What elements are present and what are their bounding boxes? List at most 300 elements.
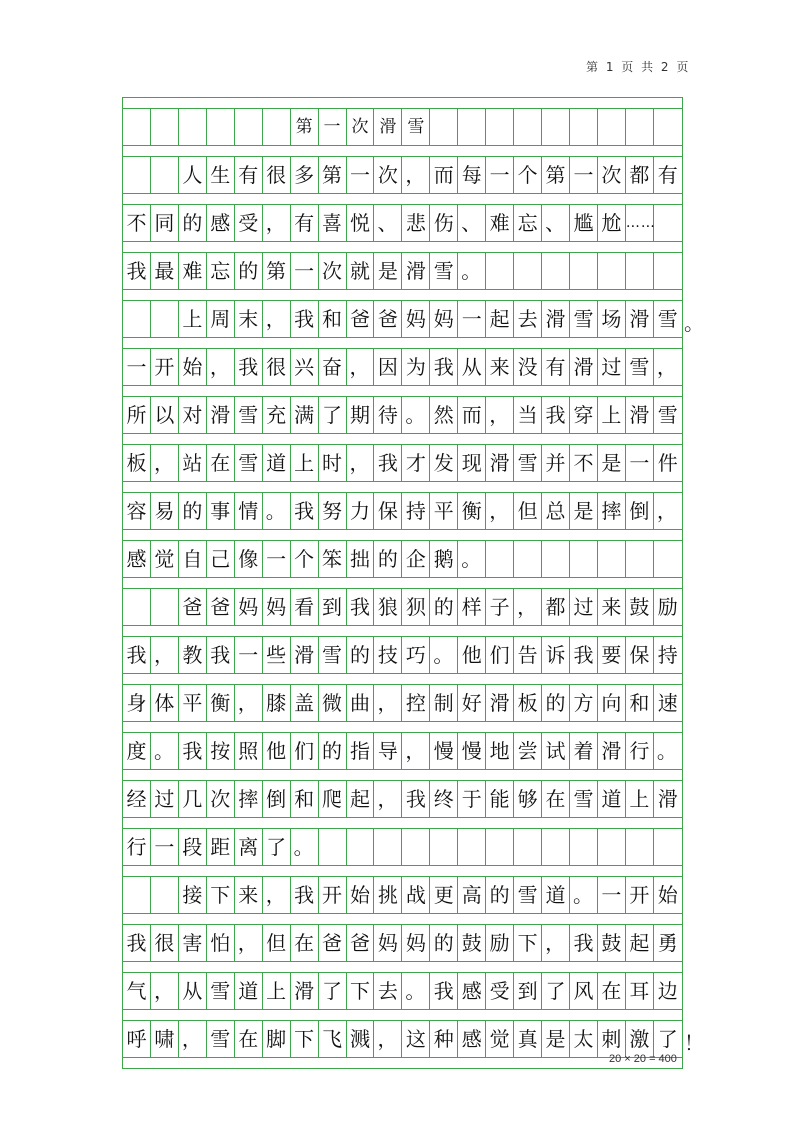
grid-cell: [319, 829, 347, 865]
grid-char: ，: [179, 1021, 207, 1057]
grid-char: 爸: [319, 925, 347, 961]
grid-char: 太: [570, 1021, 598, 1057]
grid-char: 。: [458, 253, 486, 289]
grid-char: 够: [514, 781, 542, 817]
grid-char: 诉: [542, 637, 570, 673]
grid-char: 指: [347, 733, 375, 769]
grid-char: 了: [542, 973, 570, 1009]
grid-gap: [123, 1057, 682, 1069]
grid-cell: [123, 157, 151, 193]
grid-char: 更: [430, 877, 458, 913]
grid-char: 我: [402, 781, 430, 817]
grid-char: 一: [626, 445, 654, 481]
grid-char: 一: [319, 109, 347, 145]
grid-char: 的: [235, 253, 263, 289]
grid-char: 制: [430, 685, 458, 721]
grid-char: 充: [263, 397, 291, 433]
grid-char: 。: [430, 637, 458, 673]
grid-cell: [458, 109, 486, 145]
grid-cell: [123, 109, 151, 145]
grid-cell: [430, 109, 458, 145]
grid-char: 我: [374, 445, 402, 481]
grid-gap: [123, 673, 682, 685]
grid-char: 、: [374, 205, 402, 241]
grid-cell: [123, 589, 151, 625]
grid-char: 告: [514, 637, 542, 673]
grid-char: 因: [374, 349, 402, 385]
grid-char: 道: [263, 445, 291, 481]
grid-char: 战: [402, 877, 430, 913]
grid-gap: [123, 529, 682, 541]
essay-title-row: [123, 109, 682, 145]
grid-char: 滑: [626, 301, 654, 337]
grid-gap: [123, 145, 682, 157]
grid-char: 。: [402, 973, 430, 1009]
grid-char: 滑: [374, 109, 402, 145]
grid-char: 速: [657, 691, 678, 715]
grid-gap: [123, 913, 682, 925]
grid-char: 励: [657, 595, 678, 619]
grid-char: 鼓: [626, 589, 654, 625]
grid-char: 一: [347, 157, 375, 193]
grid-char: 。: [263, 493, 291, 529]
grid-char: 微: [319, 685, 347, 721]
grid-char: 滑: [598, 733, 626, 769]
grid-char: 雪: [657, 307, 678, 331]
grid-char: 上: [598, 397, 626, 433]
grid-gap: [123, 433, 682, 445]
grid-char: 从: [179, 973, 207, 1009]
grid-char: 有: [657, 163, 678, 187]
grid-char: 每: [458, 157, 486, 193]
grid-char: 一: [263, 541, 291, 577]
grid-char: 多: [291, 157, 319, 193]
grid-char: 个: [514, 157, 542, 193]
grid-char: ，: [347, 445, 375, 481]
grid-char: 膝: [263, 685, 291, 721]
grid-char: 倒: [263, 781, 291, 817]
grid-char: 始: [179, 349, 207, 385]
grid-gap: [123, 385, 682, 397]
grid-char: 始: [347, 877, 375, 913]
grid-char: 高: [458, 877, 486, 913]
grid-char: 雪: [657, 403, 678, 427]
grid-char: 教: [179, 637, 207, 673]
grid-cell: [598, 541, 626, 577]
grid-char: 怕: [207, 925, 235, 961]
grid-cell: [626, 541, 654, 577]
grid-char: 力: [347, 493, 375, 529]
grid-char: 我: [291, 877, 319, 913]
grid-char: 到: [514, 973, 542, 1009]
grid-char: 不: [123, 205, 151, 241]
grid-char: 妈: [235, 589, 263, 625]
grid-cell: [570, 541, 598, 577]
grid-char: 滑: [291, 973, 319, 1009]
grid-char: 慢: [458, 733, 486, 769]
grid-char: 爸: [179, 589, 207, 625]
grid-char: 妈: [263, 589, 291, 625]
grid-gap: [123, 481, 682, 493]
grid-char: 的: [179, 205, 207, 241]
grid-char: 有: [542, 349, 570, 385]
grid-char: 所: [123, 397, 151, 433]
grid-char: 巧: [402, 637, 430, 673]
grid-char: 导: [374, 733, 402, 769]
grid-cell: [347, 829, 375, 865]
manuscript-grid: [122, 97, 683, 1069]
grid-char: 像: [235, 541, 263, 577]
grid-char: 以: [151, 397, 179, 433]
grid-char: 第: [542, 157, 570, 193]
grid-char: 开: [626, 877, 654, 913]
grid-char: ，: [263, 877, 291, 913]
grid-char: 、: [458, 205, 486, 241]
grid-char: 时: [319, 445, 347, 481]
overflow-punctuation: 。: [684, 311, 704, 335]
grid-char: ，: [402, 157, 430, 193]
grid-char: 雪: [514, 877, 542, 913]
grid-cell: [570, 109, 598, 145]
grid-char: 场: [598, 301, 626, 337]
grid-cell: [151, 877, 179, 913]
grid-char: 他: [263, 733, 291, 769]
grid-char: 持: [402, 493, 430, 529]
grid-char: 不: [570, 445, 598, 481]
grid-cell: [486, 253, 514, 289]
grid-char: 一: [151, 829, 179, 865]
grid-char: 我: [235, 349, 263, 385]
grid-char: 道: [542, 877, 570, 913]
grid-char: 上: [179, 301, 207, 337]
grid-char: 次: [347, 109, 375, 145]
grid-gap: [123, 961, 682, 973]
grid-char: ，: [151, 973, 179, 1009]
grid-gap: [123, 193, 682, 205]
grid-char: ，: [235, 925, 263, 961]
grid-char: ，: [402, 733, 430, 769]
grid-char: 喜: [319, 205, 347, 241]
grid-char: 边: [657, 979, 678, 1003]
grid-char: ，: [263, 205, 291, 241]
grid-char: 爸: [347, 301, 375, 337]
grid-char: 受: [486, 973, 514, 1009]
grid-char: 从: [458, 349, 486, 385]
grid-char: 了: [657, 1027, 678, 1051]
grid-row: [123, 541, 682, 577]
grid-char: 的: [179, 493, 207, 529]
grid-char: 。: [402, 397, 430, 433]
grid-char: 奋: [319, 349, 347, 385]
grid-char: 保: [374, 493, 402, 529]
grid-cell: [542, 829, 570, 865]
grid-char: 起: [626, 925, 654, 961]
grid-char: ，: [347, 349, 375, 385]
grid-char: 易: [151, 493, 179, 529]
grid-char: ，: [151, 445, 179, 481]
grid-char: 企: [402, 541, 430, 577]
grid-char: 鼓: [458, 925, 486, 961]
grid-char: 但: [514, 493, 542, 529]
grid-char: 难: [179, 253, 207, 289]
grid-char: 去: [514, 301, 542, 337]
grid-char: 的: [486, 877, 514, 913]
grid-char: 周: [207, 301, 235, 337]
grid-cell: [514, 541, 542, 577]
grid-char: 害: [179, 925, 207, 961]
grid-char: 在: [291, 925, 319, 961]
grid-char: 在: [207, 445, 235, 481]
grid-char: 终: [430, 781, 458, 817]
grid-char: 雪: [319, 637, 347, 673]
grid-char: 始: [657, 883, 678, 907]
grid-char: 子: [486, 589, 514, 625]
grid-char: 下: [347, 973, 375, 1009]
grid-char: 过: [598, 349, 626, 385]
grid-char: 努: [319, 493, 347, 529]
grid-char: 就: [347, 253, 375, 289]
grid-char: 慢: [430, 733, 458, 769]
grid-row: [123, 877, 682, 913]
grid-char: 我: [347, 589, 375, 625]
grid-cell: [626, 109, 654, 145]
grid-char: 上: [291, 445, 319, 481]
grid-char: 行: [123, 829, 151, 865]
grid-char: 待: [374, 397, 402, 433]
grid-char: 笨: [319, 541, 347, 577]
grid-char: 溅: [347, 1021, 375, 1057]
grid-char: 没: [514, 349, 542, 385]
grid-char: 了: [319, 397, 347, 433]
grid-char: 持: [657, 643, 678, 667]
grid-char: 勇: [657, 931, 678, 955]
grid-char: 穿: [570, 397, 598, 433]
grid-cell: [514, 109, 542, 145]
grid-char: 的: [430, 925, 458, 961]
grid-gap: [123, 337, 682, 349]
grid-char: 忘: [514, 205, 542, 241]
grid-char: 来: [486, 349, 514, 385]
grid-char: ，: [374, 781, 402, 817]
grid-char: 满: [291, 397, 319, 433]
grid-char: 和: [626, 685, 654, 721]
grid-char: 衡: [207, 685, 235, 721]
grid-char: 我: [570, 925, 598, 961]
grid-char: 悦: [347, 205, 375, 241]
grid-char: 个: [291, 541, 319, 577]
grid-char: 雪: [514, 445, 542, 481]
grid-cell: [654, 109, 682, 145]
grid-char: 是: [542, 1021, 570, 1057]
grid-char: 控: [402, 685, 430, 721]
grid-char: 滑: [486, 685, 514, 721]
grid-row: [123, 301, 682, 337]
grid-char: 板: [123, 445, 151, 481]
grid-cell: [542, 253, 570, 289]
grid-char: 受: [235, 205, 263, 241]
grid-cell: [654, 541, 682, 577]
grid-char: 妈: [430, 301, 458, 337]
grid-char: 一: [598, 877, 626, 913]
grid-char: 摔: [598, 493, 626, 529]
grid-char: 很: [263, 157, 291, 193]
grid-char: 滑: [486, 445, 514, 481]
grid-char: 生: [207, 157, 235, 193]
grid-char: 他: [458, 637, 486, 673]
grid-char: 有: [291, 205, 319, 241]
grid-cell: [402, 829, 430, 865]
grid-char: 感: [123, 541, 151, 577]
grid-char: 爸: [347, 925, 375, 961]
grid-char: 的: [430, 589, 458, 625]
grid-char: 平: [179, 685, 207, 721]
grid-char: 滑: [207, 397, 235, 433]
grid-char: 。: [458, 541, 486, 577]
grid-char: 经: [123, 781, 151, 817]
grid-char: 试: [542, 733, 570, 769]
grid-char: 我: [123, 925, 151, 961]
grid-char: 而: [458, 397, 486, 433]
grid-char: 爬: [319, 781, 347, 817]
grid-char: 能: [486, 781, 514, 817]
grid-char: ，: [374, 685, 402, 721]
grid-char: 几: [179, 781, 207, 817]
grid-char: 次: [207, 781, 235, 817]
grid-char: 距: [207, 829, 235, 865]
grid-char: 来: [235, 877, 263, 913]
grid-row: [123, 589, 682, 625]
grid-cell: [598, 829, 626, 865]
grid-char: 兴: [291, 349, 319, 385]
grid-spec-label: 20 × 20 = 400: [609, 1053, 677, 1065]
grid-char: 总: [542, 493, 570, 529]
grid-char: 自: [179, 541, 207, 577]
grid-char: 体: [151, 685, 179, 721]
grid-char: 伤: [430, 205, 458, 241]
grid-cell: [654, 253, 682, 289]
grid-char: 妈: [402, 925, 430, 961]
grid-char: 的: [347, 637, 375, 673]
grid-char: 这: [402, 1021, 430, 1057]
grid-gap: [123, 241, 682, 253]
grid-cell: [235, 109, 263, 145]
grid-char: 我: [542, 397, 570, 433]
grid-char: 挑: [374, 877, 402, 913]
grid-gap: [123, 289, 682, 301]
grid-char: 我: [291, 301, 319, 337]
page-indicator: 第 1 页 共 2 页: [586, 60, 691, 74]
grid-cell: [598, 109, 626, 145]
grid-char: 雪: [570, 301, 598, 337]
grid-char: 度: [123, 733, 151, 769]
grid-row: [123, 205, 682, 241]
grid-char: ，: [207, 349, 235, 385]
grid-char: 第: [319, 157, 347, 193]
grid-row: [123, 493, 682, 529]
grid-char: 开: [151, 349, 179, 385]
grid-char: 开: [319, 877, 347, 913]
grid-char: 第: [291, 109, 319, 145]
grid-row: [123, 925, 682, 961]
grid-char: 离: [235, 829, 263, 865]
grid-char: 摔: [235, 781, 263, 817]
grid-cell: [598, 253, 626, 289]
grid-char: 的: [542, 685, 570, 721]
grid-char: 事: [207, 493, 235, 529]
grid-char: 脚: [263, 1021, 291, 1057]
grid-char: ，: [656, 499, 677, 523]
grid-char: 而: [430, 157, 458, 193]
grid-char: 。: [291, 829, 319, 865]
grid-char: 下: [291, 1021, 319, 1057]
grid-char: 技: [374, 637, 402, 673]
grid-char: ，: [374, 1021, 402, 1057]
grid-char: 觉: [486, 1021, 514, 1057]
grid-char: 我: [207, 637, 235, 673]
grid-char: 有: [235, 157, 263, 193]
grid-char: 衡: [458, 493, 486, 529]
grid-row: [123, 1021, 682, 1057]
grid-cell: [123, 877, 151, 913]
grid-char: 按: [207, 733, 235, 769]
grid-char: 鼓: [598, 925, 626, 961]
grid-char: 。: [570, 877, 598, 913]
grid-char: 下: [514, 925, 542, 961]
grid-char: 妈: [402, 301, 430, 337]
grid-char: 。: [656, 739, 677, 763]
grid-char: 然: [430, 397, 458, 433]
grid-char: 是: [598, 445, 626, 481]
grid-char: 啸: [151, 1021, 179, 1057]
grid-char: 上: [263, 973, 291, 1009]
grid-char: 妈: [374, 925, 402, 961]
grid-char: 雪: [235, 397, 263, 433]
grid-char: 末: [235, 301, 263, 337]
grid-char: 我: [123, 637, 151, 673]
grid-cell: [458, 829, 486, 865]
grid-char: 是: [570, 493, 598, 529]
grid-char: 向: [598, 685, 626, 721]
grid-char: 同: [151, 205, 179, 241]
grid-char: 容: [123, 493, 151, 529]
grid-char: 们: [486, 637, 514, 673]
grid-char: ，: [656, 355, 677, 379]
grid-char: 己: [207, 541, 235, 577]
grid-char: 拙: [347, 541, 375, 577]
grid-char: 一: [235, 637, 263, 673]
grid-cell: [179, 109, 207, 145]
grid-row: [123, 781, 682, 817]
grid-char: 滑: [626, 397, 654, 433]
grid-char: 爸: [374, 301, 402, 337]
grid-cell: [514, 253, 542, 289]
grid-char: 悲: [402, 205, 430, 241]
grid-char: 真: [514, 1021, 542, 1057]
grid-char: 尬: [598, 205, 626, 241]
grid-char: ，: [235, 685, 263, 721]
grid-char: 和: [291, 781, 319, 817]
grid-char: 保: [626, 637, 654, 673]
grid-char: 件: [657, 451, 678, 475]
grid-char: 上: [626, 781, 654, 817]
grid-char: 最: [151, 253, 179, 289]
grid-char: 很: [151, 925, 179, 961]
grid-char: 并: [542, 445, 570, 481]
grid-char: 情: [235, 493, 263, 529]
grid-char: 段: [179, 829, 207, 865]
grid-char: 们: [291, 733, 319, 769]
grid-char: 我: [570, 637, 598, 673]
